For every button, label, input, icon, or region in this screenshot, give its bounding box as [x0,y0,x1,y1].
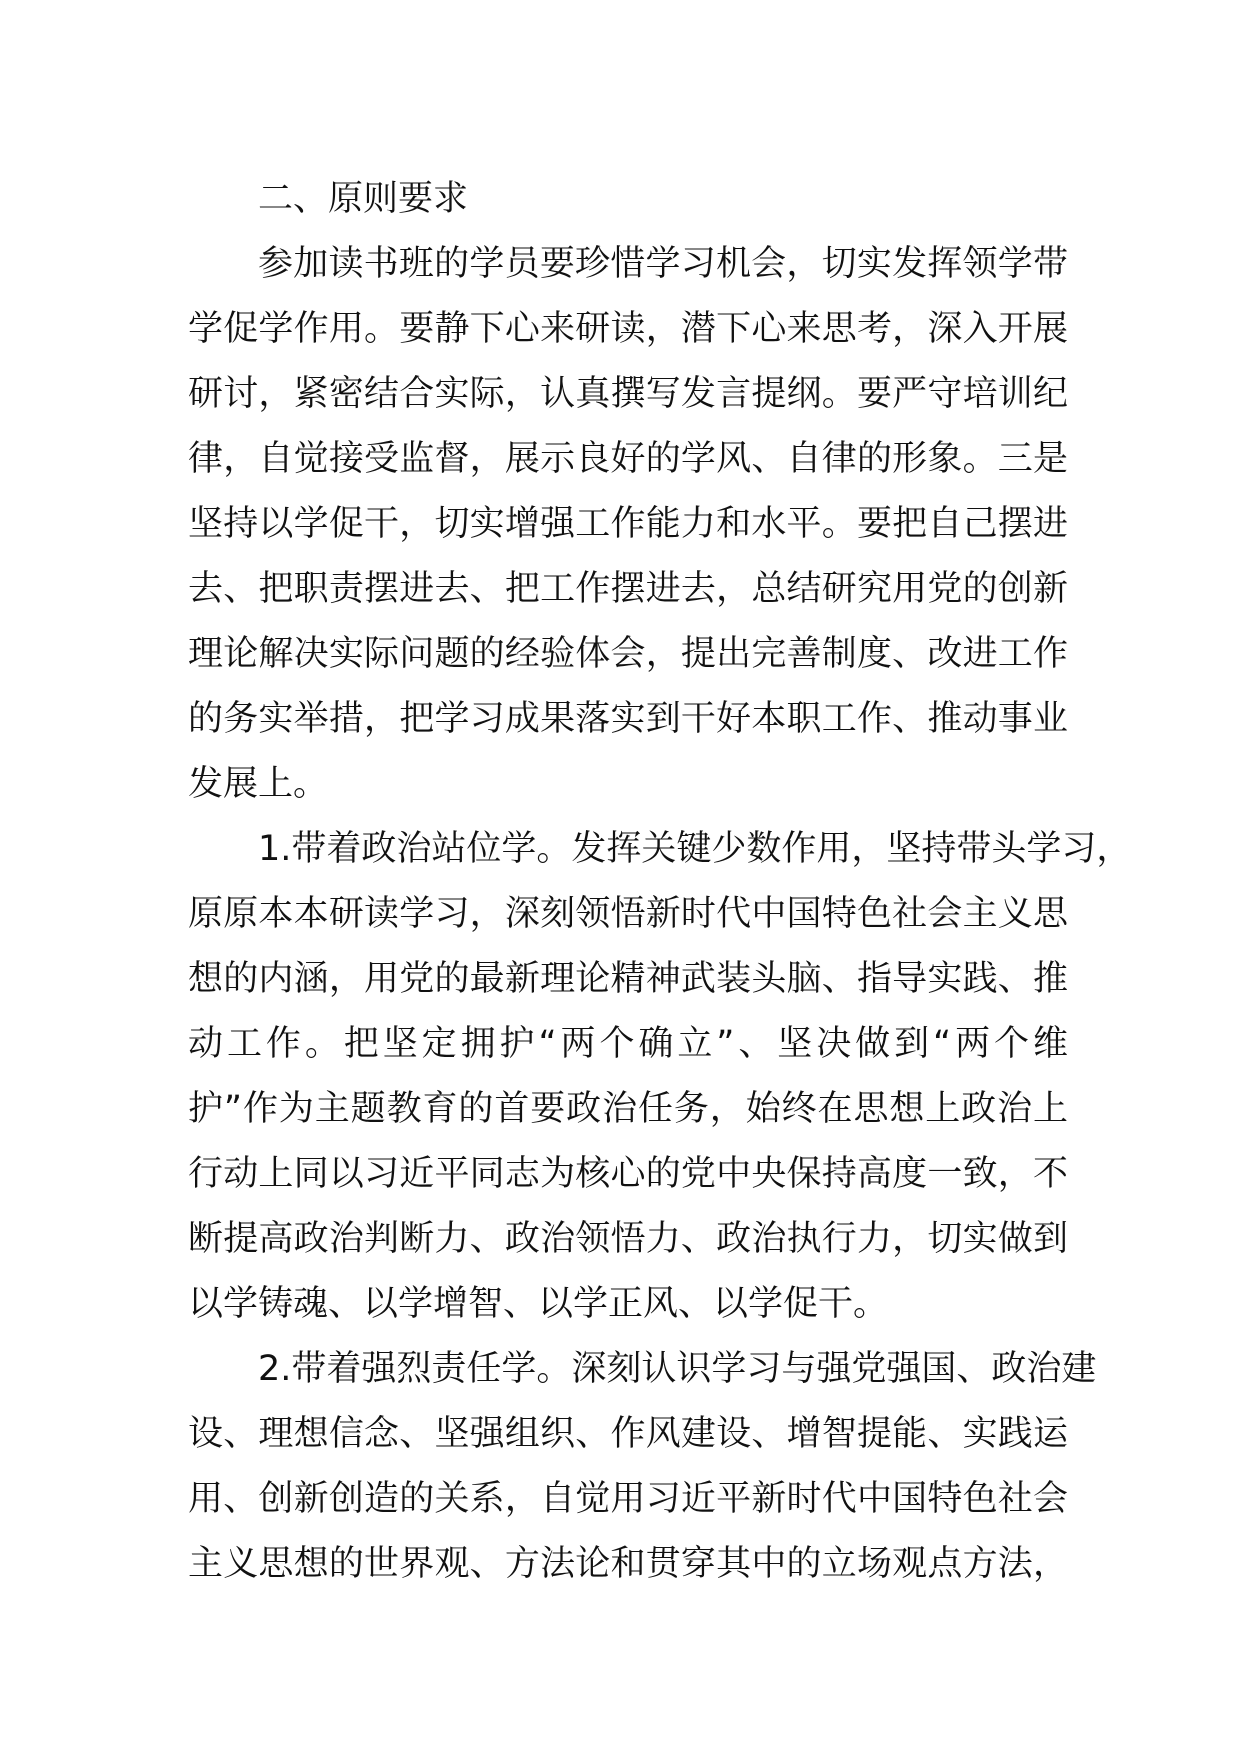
paragraph-2-line-4: 动工作。把坚定拥护“两个确立”、坚决做到“两个维 [188,1024,1068,1064]
paragraph-3-line-2: 设、理想信念、坚强组织、作风建设、增智提能、实践运 [188,1414,1068,1454]
paragraph-2-line-2: 原原本本研读学习，深刻领悟新时代中国特色社会主义思 [188,894,1068,934]
paragraph-1-line-4: 律，自觉接受监督，展示良好的学风、自律的形象。三是 [188,439,1068,479]
document-body [188,167,1132,1597]
paragraph-1-line-2: 学促学作用。要静下心来研读，潜下心来思考，深入开展 [188,309,1068,349]
paragraph-3-line-3: 用、创新创造的关系，自觉用习近平新时代中国特色社会 [188,1479,1068,1519]
paragraph-2-line-1: 1.带着政治站位学。发挥关键少数作用，坚持带头学习， [258,829,1132,869]
paragraph-1-line-7: 理论解决实际问题的经验体会，提出完善制度、改进工作 [188,634,1068,674]
paragraph-2-line-5: 护”作为主题教育的首要政治任务，始终在思想上政治上 [188,1089,1068,1129]
paragraph-2-line-3: 想的内涵，用党的最新理论精神武装头脑、指导实践、推 [188,959,1068,999]
paragraph-1-line-8: 的务实举措，把学习成果落实到干好本职工作、推动事业 [188,699,1068,739]
paragraph-1-line-6: 去、把职责摆进去、把工作摆进去，总结研究用党的创新 [188,569,1068,609]
section-heading: 二、原则要求 [258,179,469,219]
paragraph-1-line-5: 坚持以学促干，切实增强工作能力和水平。要把自己摆进 [188,504,1068,544]
paragraph-3-line-1: 2.带着强烈责任学。深刻认识学习与强党强国、政治建 [258,1349,1097,1389]
paragraph-2-line-6: 行动上同以习近平同志为核心的党中央保持高度一致，不 [188,1154,1068,1194]
paragraph-2-line-8: 以学铸魂、以学增智、以学正风、以学促干。 [188,1284,889,1324]
paragraph-2-line-7: 断提高政治判断力、政治领悟力、政治执行力，切实做到 [188,1219,1068,1259]
paragraph-1-line-1: 参加读书班的学员要珍惜学习机会，切实发挥领学带 [258,244,1068,284]
paragraph-3-line-4: 主义思想的世界观、方法论和贯穿其中的立场观点方法， [188,1544,1068,1584]
paragraph-1-line-9: 发展上。 [188,764,329,804]
paragraph-1-line-3: 研讨，紧密结合实际，认真撰写发言提纲。要严守培训纪 [188,374,1068,414]
